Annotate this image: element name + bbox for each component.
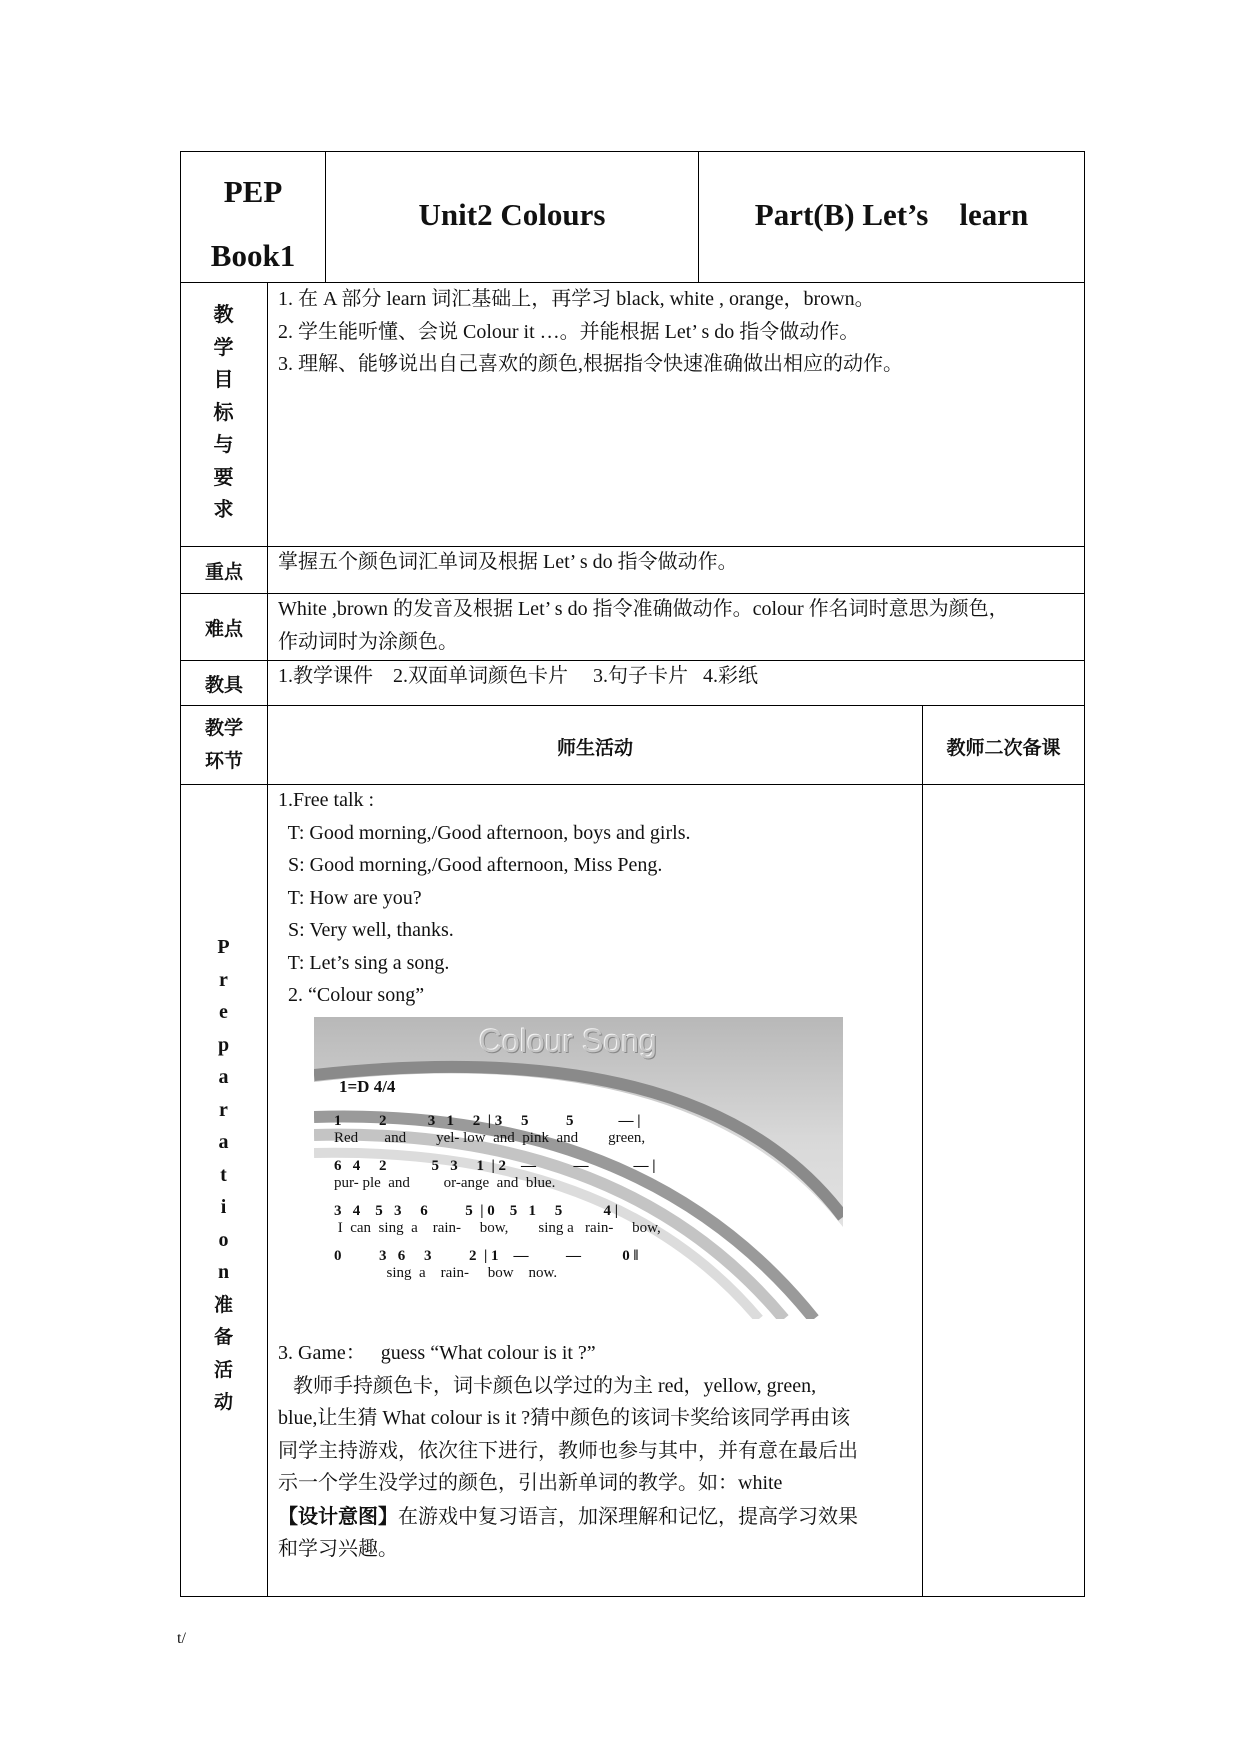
label-char: 活	[213, 1358, 233, 1381]
label-char: r	[219, 1098, 228, 1121]
colour-song-image	[314, 1017, 843, 1319]
game-line: 同学主持游戏，依次往下进行，教师也参与其中，并有意在最后出	[278, 1439, 858, 1462]
design-text: 在游戏中复习语言，加深理解和记忆，提高学习效果	[398, 1505, 858, 1528]
song-row	[334, 1113, 645, 1147]
game-line: blue,让生猜 What colour is it ?猜中颜色的该词卡奖给该同学再由该	[278, 1407, 851, 1429]
song-lyrics: pur- ple and or-ange and blue.	[334, 1175, 556, 1191]
song-title: Colour Song	[479, 1023, 657, 1059]
game-line: 教师手持颜色卡，词卡颜色以学过的为主 red，yellow, green,	[278, 1374, 817, 1397]
song-notes: 6 4 2 5 3 1 | 2 — — — |	[334, 1158, 656, 1174]
stage-label-line: 环节	[204, 750, 243, 772]
label-char: n	[217, 1261, 230, 1283]
goal-item: 1. 在 A 部分 learn 词汇基础上，再学习 black, white , orange，brown。	[278, 288, 875, 310]
label-char: o	[218, 1228, 229, 1251]
goal-item: 2. 学生能听懂、会说 Colour it …。并能根据 Let’ s do 指令做动作。	[278, 320, 860, 343]
game-line: 示一个学生没学过的颜色，引出新单词的教学。如：white	[278, 1472, 783, 1494]
prep-line: 1.Free talk :	[278, 789, 375, 811]
label-char: p	[217, 1033, 230, 1056]
key-points-text: 掌握五个颜色词汇单词及根据 Let’ s do 指令做动作。	[278, 551, 738, 573]
label-char: i	[220, 1196, 227, 1218]
song-key: 1=D 4/4	[339, 1077, 396, 1096]
label-char: e	[219, 1001, 228, 1023]
label-char: 求	[213, 497, 234, 521]
label-char: 标	[213, 399, 234, 424]
prep-line: S: Very well, thanks.	[278, 919, 454, 941]
label-char: 教	[213, 302, 234, 326]
prep-line: 2. “Colour song”	[278, 984, 425, 1006]
difficulty-line: White ,brown 的发音及根据 Let’ s do 指令准确做动作。colour 作名词时意思为颜色，	[278, 598, 1009, 620]
label-char: 动	[213, 1391, 233, 1413]
prep-notes-cell	[922, 784, 1085, 1597]
label-char: t	[220, 1163, 227, 1186]
label-char: 与	[213, 432, 234, 456]
song-lyrics: I can sing a rain- bow, sing a rain- bow,	[334, 1220, 661, 1236]
song-row	[334, 1248, 638, 1282]
difficulty-line: 作动词时为涂颜色。	[278, 630, 458, 653]
song-notes: 3 4 5 3 6 5 | 0 5 1 5 4 |	[334, 1203, 619, 1219]
book-line-2: Book1	[210, 238, 296, 273]
song-notes: 0 3 6 3 2 | 1 — — 0 ‖	[334, 1248, 639, 1264]
prep-line: T: How are you?	[278, 886, 422, 909]
song-lyrics: Red and yel- low and pink and green,	[334, 1130, 646, 1146]
design-label: 【设计意图】	[278, 1503, 398, 1528]
label-char: a	[218, 1066, 229, 1088]
label-char: 学	[213, 334, 234, 359]
label-char: 准	[213, 1293, 233, 1316]
prep-line: T: Let’s sing a song.	[278, 951, 450, 974]
label-char: 备	[213, 1326, 233, 1348]
tools-text: 1.教学课件 2.双面单词颜色卡片 3.句子卡片 4.彩纸	[278, 665, 758, 687]
tools-label: 教具	[204, 674, 243, 696]
design-text: 和学习兴趣。	[278, 1538, 398, 1560]
label-char: 目	[213, 367, 234, 391]
goals-label	[180, 298, 267, 526]
label-char: P	[217, 936, 230, 958]
label-char: 要	[213, 464, 234, 489]
activity-header: 师生活动	[556, 737, 633, 759]
key-points-label: 重点	[204, 561, 243, 583]
goal-item: 3. 理解、能够说出自己喜欢的颜色,根据指令快速准确做出相应的动作。	[278, 353, 903, 375]
song-row	[334, 1203, 661, 1237]
prep-line: T: Good morning,/Good afternoon, boys and girls.	[278, 821, 691, 844]
game-line: 3. Game： guess “What colour is it ?”	[278, 1342, 596, 1364]
song-row	[334, 1158, 656, 1192]
notes-header: 教师二次备课	[946, 737, 1061, 759]
song-notes: 1 2 3 1 2 | 3 5 5 — |	[334, 1113, 641, 1129]
difficulty-label: 难点	[204, 618, 243, 640]
label-char: r	[219, 968, 228, 991]
part-title: Part(B) Let’s learn	[754, 197, 1029, 232]
prep-line: S: Good morning,/Good afternoon, Miss Peng.	[278, 854, 663, 876]
prep-label	[180, 931, 267, 1419]
footer-text: t/	[177, 1630, 186, 1647]
label-char: a	[218, 1131, 229, 1153]
book-line-1: PEP	[223, 174, 283, 209]
song-lyrics: sing a rain- bow now.	[334, 1265, 558, 1281]
unit-title: Unit2 Colours	[418, 197, 606, 232]
stage-label-line: 教学	[204, 717, 243, 739]
